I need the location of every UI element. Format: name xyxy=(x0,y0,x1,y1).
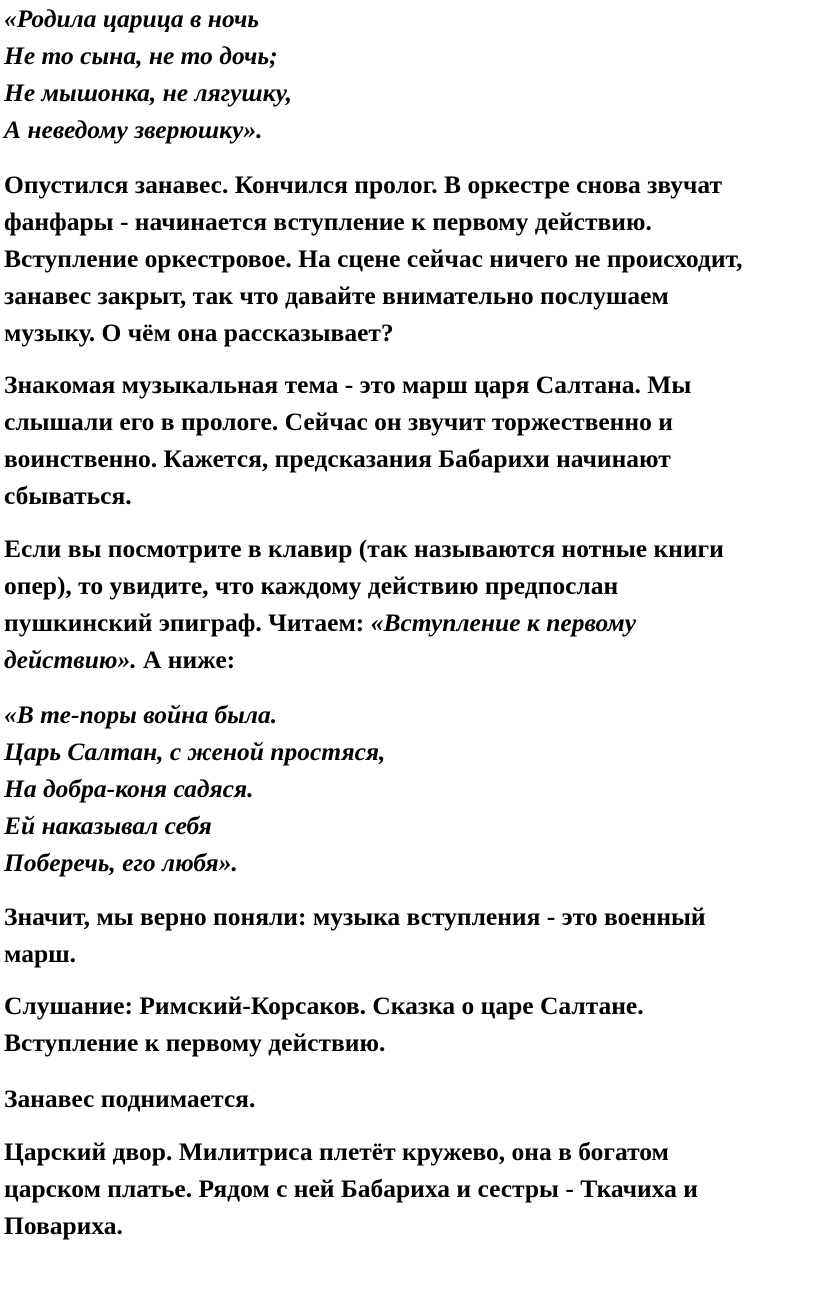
paragraph-military-march xyxy=(4,898,706,972)
text-run: А ниже: xyxy=(136,645,236,674)
paragraph-curtain-rises xyxy=(4,1080,255,1117)
text-line: Царский двор. Милитриса плетёт кружево, она в богатом xyxy=(4,1137,669,1166)
text-line: Слушание: Римский-Корсаков. Сказка о царе Салтане. xyxy=(4,991,644,1020)
text-line: фанфары - начинается вступление к первому действию. xyxy=(4,207,652,236)
text-line: Повариха. xyxy=(4,1211,123,1240)
paragraph-curtain-falls xyxy=(4,166,743,351)
epigraph-poem-war xyxy=(4,696,385,881)
text-line: Знакомая музыкальная тема - это марш царя Салтана. Мы xyxy=(4,370,692,399)
poem-line: На добра-коня садяся. xyxy=(4,774,254,803)
paragraph-listening xyxy=(4,987,644,1061)
epigraph-poem-birth xyxy=(4,0,292,148)
poem-line: «В те-поры война была. xyxy=(4,700,278,729)
text-line: Вступление к первому действию. xyxy=(4,1028,386,1057)
text-line: Значит, мы верно поняли: музыка вступления - это военный xyxy=(4,902,706,931)
text-line: Если вы посмотрите в клавир (так называются нотные книги xyxy=(4,534,724,563)
italic-quote: «Вступление к первому xyxy=(370,608,637,637)
text-line: слышали его в прологе. Сейчас он звучит торжественно и xyxy=(4,407,673,436)
text-line: занавес закрыт, так что давайте внимательно послушаем xyxy=(4,281,669,310)
text-line: царском платье. Рядом с ней Бабариха и сестры - Ткачиха и xyxy=(4,1174,698,1203)
text-line: Занавес поднимается. xyxy=(4,1084,256,1113)
paragraph-saltan-march xyxy=(4,366,691,514)
paragraph-royal-court xyxy=(4,1133,698,1244)
poem-line: Не мышонка, не лягушку, xyxy=(4,78,293,107)
text-line: Вступление оркестровое. На сцене сейчас ничего не происходит, xyxy=(4,244,743,273)
italic-quote: действию». xyxy=(4,645,137,674)
poem-line: А неведому зверюшку». xyxy=(4,115,263,144)
paragraph-clavier-epigraph xyxy=(4,530,724,678)
text-line: опер), то увидите, что каждому действию предпослан xyxy=(4,571,619,600)
text-run: пушкинский эпиграф. Читаем: xyxy=(4,608,371,637)
text-line: Опустился занавес. Кончился пролог. В оркестре снова звучат xyxy=(4,170,723,199)
poem-line: «Родила царица в ночь xyxy=(4,4,260,33)
poem-line: Поберечь, его любя». xyxy=(4,848,238,877)
text-line: музыку. О чём она рассказывает? xyxy=(4,318,394,347)
poem-line: Ей наказывал себя xyxy=(4,811,212,840)
text-line xyxy=(4,641,724,678)
text-line xyxy=(4,604,724,641)
text-line: воинственно. Кажется, предсказания Бабарихи начинают xyxy=(4,444,671,473)
poem-line: Не то сына, не то дочь; xyxy=(4,41,278,70)
text-line: марш. xyxy=(4,939,77,968)
poem-line: Царь Салтан, с женой простяся, xyxy=(4,737,386,766)
text-line: сбываться. xyxy=(4,481,132,510)
